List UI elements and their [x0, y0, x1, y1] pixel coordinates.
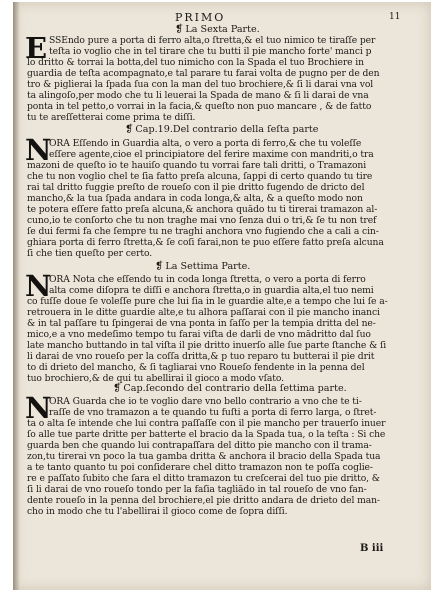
text-line: eſſere agente,cioe el principiatore del ferire maxime con mandriti,o tra	[49, 149, 374, 160]
text-line: cho in modo che tu l'abellirai il gioco come de ſopra diſſi.	[27, 506, 288, 517]
text-line: ta o alta ſe intende che lui contra paſſaſſe con il pie mancho per trauerſo inuer	[27, 418, 386, 429]
book-page	[13, 2, 431, 590]
drop-initial: E	[25, 31, 48, 65]
text-line: retrouera in le ditte guardie alte,e tu alhora paſſarai con il pie mancho inanci	[27, 307, 380, 318]
text-line: mancho,& la tua ſpada andara in coda longa,& alta, & a queſto modo non	[27, 193, 363, 204]
chapter-heading: ❡ Cap.19.Del contrario della ſeſta parte	[125, 124, 319, 135]
text-line: to di drieto del mancho, & ſi tagliarai vno Roueſo fendente in la penna del	[27, 362, 365, 373]
text-line: mico,e a vno medeſimo tempo tu farai viſta de darli de vno mādritto dal ſuo	[27, 329, 371, 340]
text-line: & in tal paſſare tu ſpingerai de vna ponta in ſaſſo per la tempia dritta del ne-	[27, 318, 376, 329]
text-line: teſta io voglio che in tel tirare che tu butti il pie mancho forte' manci p	[49, 46, 372, 57]
text-line: ſo alle tue parte dritte per batterte el bracio da la Spada tua, o la teſta : Si che	[27, 429, 386, 440]
text-line: te potera eſſere fatto preſa alcuna,& anchora quādo tu ti tirerai tramazon al-	[27, 204, 378, 215]
running-head: PRIMO	[175, 11, 226, 24]
text-line: ſe dui fermi fa che ſempre tu ne traghi anchora vno fugiendo che a cali a cin-	[27, 226, 379, 237]
text-line: ORA Eſſendo in Guardia alta, o vero a porta di ferro,& che tu voleſſe	[49, 138, 362, 149]
paragraph-mark-icon: ❡	[113, 383, 122, 394]
text-line: co fuſſe doue ſe voleſſe pure che lui ſia in le guardie alte,e a tempo che lui ſe a-	[27, 296, 388, 307]
text-line: ta alingoſo,per modo che tu li leuerai la Spada de mano & ſi li darai de vna	[27, 90, 369, 101]
text-line: SSEndo pure a porta di ferro alta,o ſtretta,& el tuo nimico te tiraſſe per	[49, 35, 376, 46]
section-heading: ❡ La Sexta Parte.	[175, 24, 260, 35]
text-line: cuno,io te conſorto che tu non traghe mai vno ſenza dui o tri,& ſe tu non tref	[27, 215, 377, 226]
text-line: ſi li darai de vno roueſo tondo per la faſia tagliādo in tal roueſo de vno fan-	[27, 484, 367, 495]
text-line: ORA Guarda che io te voglio dare vno bello contrario a vno che te ti-	[49, 396, 362, 407]
signature-mark: B iii	[360, 543, 384, 554]
text-line: ORA Nota che eſſendo tu in coda longa ſtretta, o vero a porta di ferro	[49, 274, 366, 285]
text-line: tuo brochiero,& de qui tu abellirai il gioco a modo vſato.	[27, 373, 284, 384]
chapter-heading: ❡ Cap.ſecondo del contrario della ſettima parte.	[113, 383, 347, 394]
text-line: a te tanto quanto tu poi conſiderare chel ditto tramazon non te poſſa coglie-	[27, 462, 373, 473]
text-line: ponta in tel petto,o vorrai in la facia,& queſto non puo mancare , & de fatto	[27, 101, 372, 112]
text-line: rai tal dritto fuggie preſto de roueſo con il pie dritto fugendo de dricto del	[27, 182, 365, 193]
folio: 11	[389, 12, 401, 22]
text-line: ſi che tien queſto per certo.	[27, 248, 153, 259]
text-line: tu te areſſetterai come prima te diſſi.	[27, 112, 196, 123]
text-line: guarda ben che quando lui contrapaſſara del ditto pie mancho con il trama-	[27, 440, 372, 451]
text-line: re e paſſato ſubito che ſara el ditto tramazon tu creſcerai del tuo pie dritto, &	[27, 473, 380, 484]
text-line: che tu non voglio chel te ſia fatto preſa alcuna, ſappi di certo quando tu tire	[27, 171, 373, 182]
drop-initial: N	[25, 391, 52, 425]
paragraph-mark-icon: ❡	[175, 24, 184, 35]
text-line: alta come diſopra te diſſi e anchora ſtretta,o in guardia alta,el tuo nemi	[49, 285, 374, 296]
section-heading: ❡ La Settima Parte.	[155, 261, 251, 272]
text-line: zon,tu tirerai vn poco la tua gamba dritta & anchora il bracio della Spada tua	[27, 451, 381, 462]
text-line: mazoni de queſto io te hauiſo quando tu vorrai fare tali dritti, o Tramazoni	[27, 160, 367, 171]
text-line: lo dritto & torrai la botta,del tuo nimicho con la Spada el tuo Brochiere in	[27, 57, 364, 68]
drop-initial: N	[25, 269, 52, 303]
text-line: li darai de vno roueſo per la coſſa dritta,& p tuo reparo tu butterai il pie drit	[27, 351, 375, 362]
text-line: tro & piglierai la ſpada ſua con la man del tuo brochiere,& ſi li darai vna vol	[27, 79, 374, 90]
text-line: raſſe de vno tramazon a te quando tu fuſti a porta di ferro larga, o ſtret-	[49, 407, 377, 418]
text-line: guardia de teſta acompagnato,e tal parare tu farai volta de pugno per de den	[27, 68, 380, 79]
paragraph-mark-icon: ❡	[155, 261, 164, 272]
text-line: dente roueſo in la penna del brochiere,el pie dritto andara de drieto del man-	[27, 495, 380, 506]
paragraph-mark-icon: ❡	[125, 124, 134, 135]
drop-initial: N	[25, 133, 52, 167]
text-line: late mancho buttando in tal viſta il pie dritto inuerſo alle ſue parte ſtanche & ſi	[27, 340, 387, 351]
text-line: ghiara porta di ferro ſtretta,& ſe coſi farai,non te puo eſſere fatto preſa alcuna	[27, 237, 384, 248]
